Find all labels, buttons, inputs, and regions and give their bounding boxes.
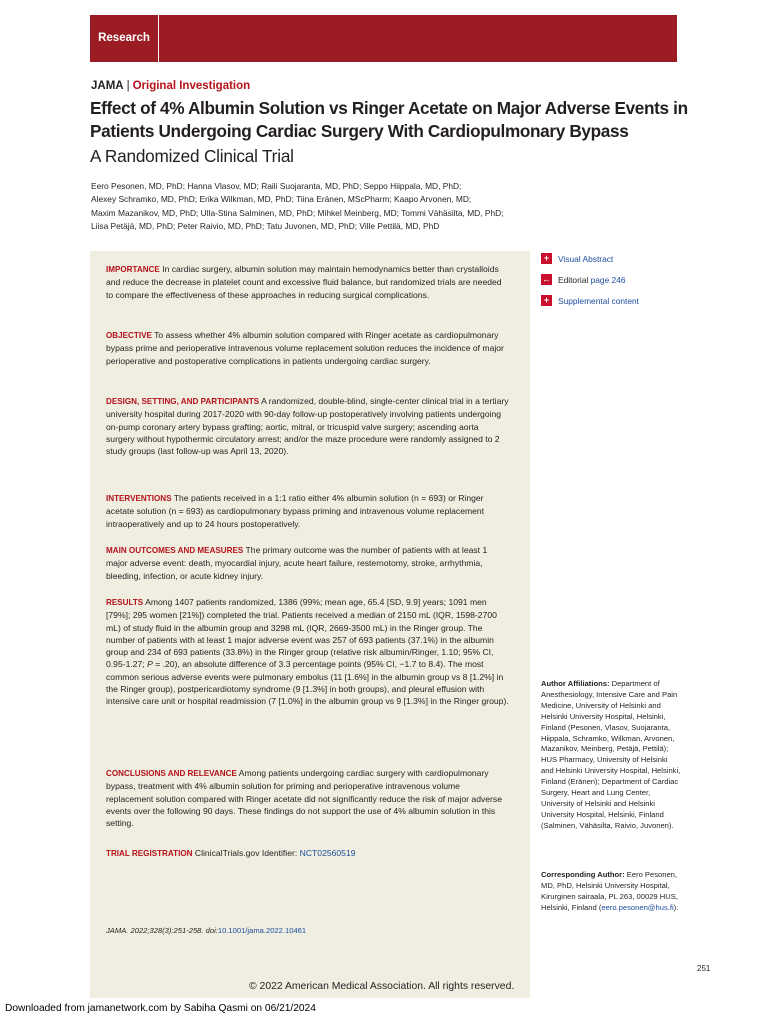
article-type: Original Investigation [132, 80, 251, 92]
section-text: To assess whether 4% albumin solution compared with Ringer acetate as cardiopulmonary bypass prime and perioperative intravenous volume replacement solution reduces the incidence of major perioperative and postoperative complications in patients undergoing cardiac surgery. [106, 330, 504, 366]
abstract-results [106, 596, 509, 708]
related-links [541, 248, 681, 311]
section-heading: RESULTS [106, 598, 144, 607]
trial-registration-link[interactable]: NCT02560519 [299, 848, 356, 858]
section-text: In cardiac surgery, albumin solution may maintain hemodynamics better than crystalloids and reduce the decrease in platelet count and excessive fluid balance, but randomized trials are needed to compare the effectiveness of these approaches in reducing surgical complications. [106, 264, 502, 300]
corresponding-end: ). [673, 902, 679, 912]
section-label: Research [90, 15, 159, 62]
section-heading: INTERVENTIONS [106, 494, 172, 503]
section-heading: IMPORTANCE [106, 265, 160, 274]
author-line: Eero Pesonen, MD, PhD; Hanna Vlasov, MD; Raili Suojaranta, MD, PhD; Seppo Hiippala, MD, PhD; [91, 181, 462, 191]
page-number: 251 [697, 964, 711, 973]
journal-name: JAMA [91, 80, 124, 92]
p-symbol: P [147, 659, 153, 670]
section-text: ClinicalTrials.gov Identifier: [192, 848, 300, 858]
author-line: Liisa Petäjä, MD, PhD; Peter Raivio, MD, PhD; Tatu Juvonen, MD, PhD; Ville Pettilä, MD, PhD [91, 221, 440, 232]
abstract-interventions [106, 492, 509, 530]
editorial-link[interactable] [541, 269, 681, 290]
abstract-objective [106, 329, 509, 367]
abstract-registration [106, 847, 509, 860]
section-text: Among patients undergoing cardiac surgery with cardiopulmonary bypass, treatment with 4% albumin solution for priming and perioperative intravenous volume replacement solution compared with Ringer acetate did not significantly reduce the risk of major adverse events over the following 90 days. These findings do not support the use of 4% albumin solution in this setting. [106, 768, 502, 829]
corresponding-label: Corresponding Author: [541, 870, 625, 879]
corresponding-text: Eero Pesonen, MD, PhD, Helsinki University Hospital, Kirurginen sairaala, PL 263, 00029 HUS, Helsinki, Finland ( [541, 870, 678, 912]
abstract-importance [106, 263, 509, 301]
arrow-left-icon: ← [542, 274, 551, 284]
section-text: = .20), an absolute difference of 3.3 percentage points (95% CI, −1.7 to 8.4). The most common serious adverse events were pulmonary embolus (11 [1.6%] in the albumin group vs 8 [1.2%] in the Ringer group), postpericardiotomy syndrome (9 [1.3%] in both groups), and pleural effusion with intensive care unit or hospital readmission (7 [1.0%] in the albumin group vs 9 [1.3%] in the Ringer group). [106, 659, 509, 707]
copyright: © 2022 American Medical Association. All rights reserved. [249, 981, 515, 992]
section-text: The primary outcome was the number of patients with at least 1 major adverse event: death, myocardial injury, acute heart failure, resternotomy, stroke, arrhythmia, bleeding, infection, or acute kidney injury. [106, 545, 488, 581]
author-line: Alexey Schramko, MD, PhD; Erika Wilkman, MD, PhD; Tiina Eränen, MScPharm; Kaapo Arvonen, MD; [91, 194, 472, 205]
citation-text: JAMA. 2022;328(3):251-258. doi: [106, 926, 218, 935]
section-heading: OBJECTIVE [106, 331, 152, 340]
author-line: Maxim Mazanikov, MD, PhD; Ulla-Stina Salminen, MD, PhD; Mihkel Meinberg, MD; Tommi Vähäsilta, MD, PhD; [91, 207, 504, 218]
affiliations-label: Author Affiliations: [541, 679, 610, 688]
plus-icon: + [541, 253, 552, 264]
abstract-outcomes [106, 544, 509, 582]
section-banner [90, 15, 677, 62]
author-affiliations [541, 679, 681, 832]
corresponding-author [541, 870, 681, 914]
journal-line [91, 80, 250, 92]
link-prefix: Editorial [558, 274, 591, 285]
article-subtitle: A Randomized Clinical Trial [90, 146, 294, 166]
link-label[interactable]: Supplemental content [558, 295, 640, 306]
abstract-box [90, 251, 530, 998]
citation [106, 926, 306, 935]
section-heading: TRIAL REGISTRATION [106, 849, 193, 858]
author-list [91, 180, 531, 234]
link-label[interactable]: page 246 [590, 274, 626, 285]
section-heading: MAIN OUTCOMES AND MEASURES [106, 546, 244, 555]
visual-abstract-link[interactable] [541, 248, 681, 269]
article-title: Effect of 4% Albumin Solution vs Ringer Acetate on Major Adverse Events in Patients Undergoing Cardiac Surgery With Cardiopulmonary Bypass [90, 98, 688, 141]
section-text: Among 1407 patients randomized, 1386 (99%; mean age, 65.4 [SD, 9.9] years; 1091 men [79%]; 295 women [21%]) completed the trial. Patients received a median of 2150 mL (IQR, 1598-2700 mL) of study fluid in the albumin group and 3298 mL (IQR, 2669-3500 mL) in the Ringer group. The number of patients with at least 1 major adverse event was 257 of 693 patients (37.1%) in the albumin group and 234 of 693 patients (33.8%) in the Ringer group (relative risk albumin/Ringer, 1.10; 95% CI, 0.95-1.27; [106, 597, 497, 670]
journal-separator: | [126, 80, 130, 92]
email-link[interactable]: eero.pesonen@hus.fi [601, 902, 674, 912]
doi-link[interactable]: 10.1001/jama.2022.10461 [217, 926, 307, 935]
supplemental-content-link[interactable] [541, 290, 681, 311]
section-text: The patients received in a 1:1 ratio either 4% albumin solution (n = 693) or Ringer acetate solution (n = 693) as cardiopulmonary bypass priming and intravenous volume replacement intraoperatively and up to 24 hours postoperatively. [106, 493, 485, 529]
abstract-conclusions [106, 767, 509, 829]
section-text: A randomized, double-blind, single-center clinical trial in a tertiary university hospital during 2017-2020 with 90-day follow-up postoperatively involving patients undergoing on-pump coronary artery bypass grafting; aortic, mitral, or tricuspid valve surgery; ascending aorta surgery without hypothermic circulatory arrest; and/or the maze procedure were randomly assigned to 2 study groups (last follow-up was April 13, 2020). [106, 396, 509, 457]
link-label[interactable]: Visual Abstract [558, 253, 614, 264]
download-notice: Downloaded from jamanetwork.com by Sabiha Qasmi on 06/21/2024 [5, 1003, 316, 1014]
section-heading: DESIGN, SETTING, AND PARTICIPANTS [106, 397, 260, 406]
affiliations-text: Department of Anesthesiology, Intensive Care and Pain Medicine, University of Helsinki and Helsinki University Hospital, Helsinki, Finland (Pesonen, Vlasov, Suojaranta, Hiippala, Schramko, Wilkman, Arvonen, Mazanikov, Meinberg, Petäjä, Pettilä); HUS Pharmacy, University of Helsinki and Helsinki University Hospital, Helsinki, Finland (Eränen); Department of Cardiac Surgery, Heart and Lung Center, University of Helsinki and Helsinki University Hospital, Helsinki, Finland (Salminen, Vähäsilta, Raivio, Juvonen). [541, 679, 681, 830]
plus-icon: + [541, 295, 552, 306]
section-heading: CONCLUSIONS AND RELEVANCE [106, 769, 237, 778]
abstract-design [106, 395, 509, 457]
